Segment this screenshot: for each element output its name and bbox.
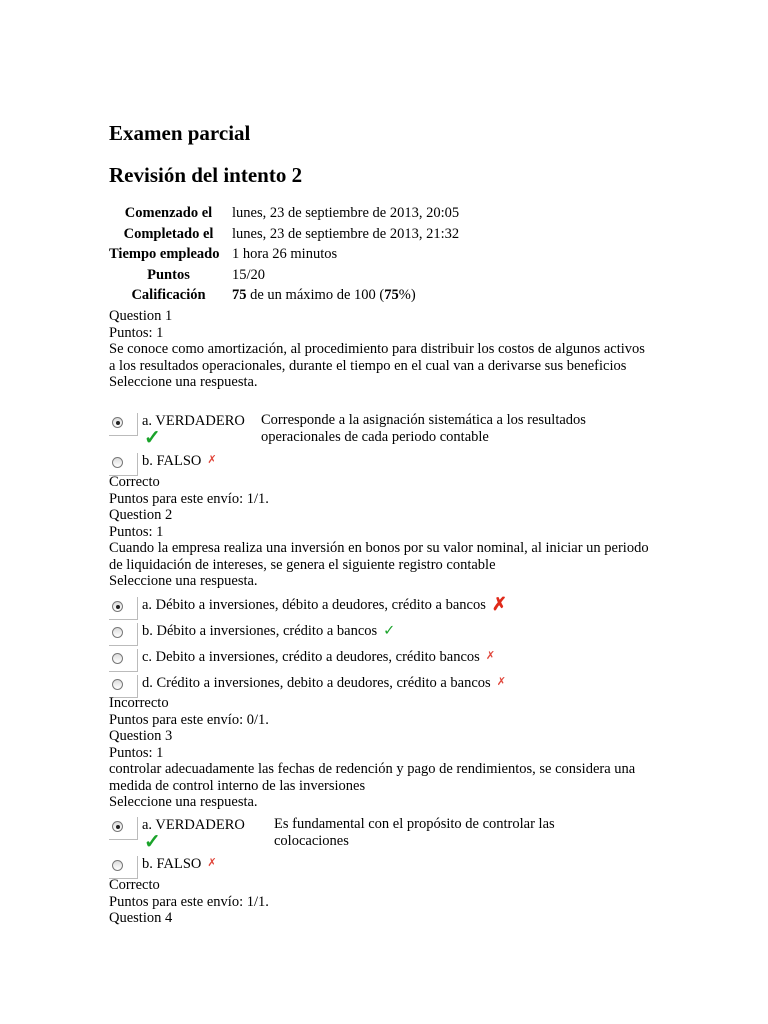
- summary-row-started: [109, 205, 459, 226]
- option-label: b. FALSO: [142, 453, 202, 469]
- started-label: Comenzado el: [124, 205, 213, 221]
- radio-container: [109, 597, 138, 620]
- grade-percent: 75: [384, 287, 399, 303]
- radio-container: [109, 649, 138, 672]
- cross-icon: ✗: [207, 857, 217, 869]
- check-icon: ✓: [383, 623, 396, 639]
- points-label: Puntos: [147, 266, 190, 283]
- points-value: 15/20: [232, 266, 266, 283]
- option-label: a. Débito a inversiones, débito a deudores, crédito a bancos: [142, 597, 486, 613]
- question-prompt: Seleccione una respuesta.: [109, 374, 258, 390]
- question-title: Question 2: [109, 507, 173, 523]
- question-2-header: [109, 507, 649, 590]
- option-feedback: Corresponde a la asignación sistemática a los resultados operacionales de cada periodo contable: [261, 412, 586, 445]
- result-score: Puntos para este envío: 0/1.: [109, 711, 269, 728]
- radio-button[interactable]: [112, 679, 123, 690]
- option-label-wrap: [142, 817, 245, 853]
- radio-button[interactable]: [112, 653, 123, 664]
- cross-icon: ✗: [207, 454, 217, 466]
- q3-option-b[interactable]: [109, 856, 217, 879]
- question-2-result: [109, 695, 649, 728]
- option-label: b. Débito a inversiones, crédito a bancos: [142, 623, 378, 639]
- question-text: Se conoce como amortización, al procedimiento para distribuir los costos de algunos activos a los resultados operacionales, durante el tiempo en el cual van a derivarse sus beneficios: [109, 341, 645, 374]
- summary-row-completed: [109, 226, 459, 247]
- result-status: Incorrecto: [109, 695, 169, 711]
- radio-button-selected[interactable]: [112, 821, 123, 832]
- page-title: Examen parcial: [109, 121, 251, 145]
- summary-row-time: [109, 246, 459, 267]
- time-value: 1 hora 26 minutos: [232, 246, 338, 262]
- option-label: b. FALSO: [142, 856, 202, 872]
- option-label: a. VERDADERO: [142, 413, 245, 429]
- radio-container: [109, 623, 138, 646]
- q2-option-c[interactable]: [109, 649, 495, 672]
- question-3-result: [109, 877, 649, 927]
- radio-button-selected[interactable]: [112, 417, 123, 428]
- radio-container: [109, 817, 138, 840]
- option-label: d. Crédito a inversiones, debito a deudores, crédito a bancos: [142, 675, 491, 691]
- question-4-title: Question 4: [109, 910, 173, 926]
- radio-container: [109, 453, 138, 476]
- question-text: Cuando la empresa realiza una inversión en bonos por su valor nominal, al iniciar un periodo de liquidación de intereses, se genera el siguiente registro contable: [109, 540, 649, 573]
- cross-icon: ✗: [491, 594, 507, 614]
- q2-option-b[interactable]: [109, 623, 395, 646]
- grade-label: Calificación: [131, 287, 206, 303]
- result-score: Puntos para este envío: 1/1.: [109, 893, 269, 910]
- q2-option-a[interactable]: [109, 594, 507, 620]
- result-score: Puntos para este envío: 1/1.: [109, 490, 269, 507]
- time-label: Tiempo empleado: [109, 246, 220, 262]
- started-value: lunes, 23 de septiembre de 2013, 20:05: [232, 205, 460, 221]
- completed-label: Completado el: [123, 225, 214, 242]
- q1-option-a[interactable]: [109, 413, 245, 449]
- option-label: a. VERDADERO: [142, 817, 245, 833]
- radio-button-selected[interactable]: [112, 601, 123, 612]
- question-prompt: Seleccione una respuesta.: [109, 794, 258, 810]
- q3-option-a[interactable]: [109, 817, 245, 853]
- check-icon: ✓: [144, 427, 161, 449]
- option-feedback: Es fundamental con el propósito de controlar las colocaciones: [274, 816, 555, 849]
- attempt-summary: [109, 205, 459, 308]
- radio-button[interactable]: [112, 860, 123, 871]
- question-1-header: [109, 308, 649, 391]
- option-label: c. Debito a inversiones, crédito a deudores, crédito bancos: [142, 649, 480, 665]
- radio-button[interactable]: [112, 627, 123, 638]
- completed-value: lunes, 23 de septiembre de 2013, 21:32: [232, 225, 460, 242]
- result-status: Correcto: [109, 474, 160, 490]
- question-points: Puntos: 1: [109, 523, 164, 540]
- radio-container: [109, 413, 138, 436]
- question-title: Question 3: [109, 728, 173, 744]
- question-prompt: Seleccione una respuesta.: [109, 573, 258, 589]
- question-3-header: [109, 728, 649, 811]
- question-points: Puntos: 1: [109, 744, 164, 761]
- attempt-review-heading: Revisión del intento 2: [109, 163, 303, 187]
- question-1-result: [109, 474, 649, 507]
- summary-row-grade: [109, 287, 459, 308]
- grade-middle: de un máximo de 100 (: [246, 287, 385, 303]
- grade-end: %): [398, 287, 416, 303]
- result-status: Correcto: [109, 877, 160, 893]
- cross-icon: ✗: [496, 676, 506, 688]
- grade-score: 75: [232, 287, 247, 303]
- question-title: Question 1: [109, 308, 173, 324]
- option-label-wrap: [142, 413, 245, 449]
- cross-icon: ✗: [485, 650, 496, 662]
- check-icon: ✓: [144, 831, 161, 853]
- q1-option-b[interactable]: [109, 453, 217, 476]
- question-text: controlar adecuadamente las fechas de redención y pago de rendimientos, se considera una medida de control interno de las inversiones: [109, 761, 636, 794]
- radio-container: [109, 856, 138, 879]
- grade-value: [228, 287, 416, 304]
- summary-row-points: [109, 267, 459, 288]
- radio-button[interactable]: [112, 457, 123, 468]
- question-points: Puntos: 1: [109, 324, 164, 341]
